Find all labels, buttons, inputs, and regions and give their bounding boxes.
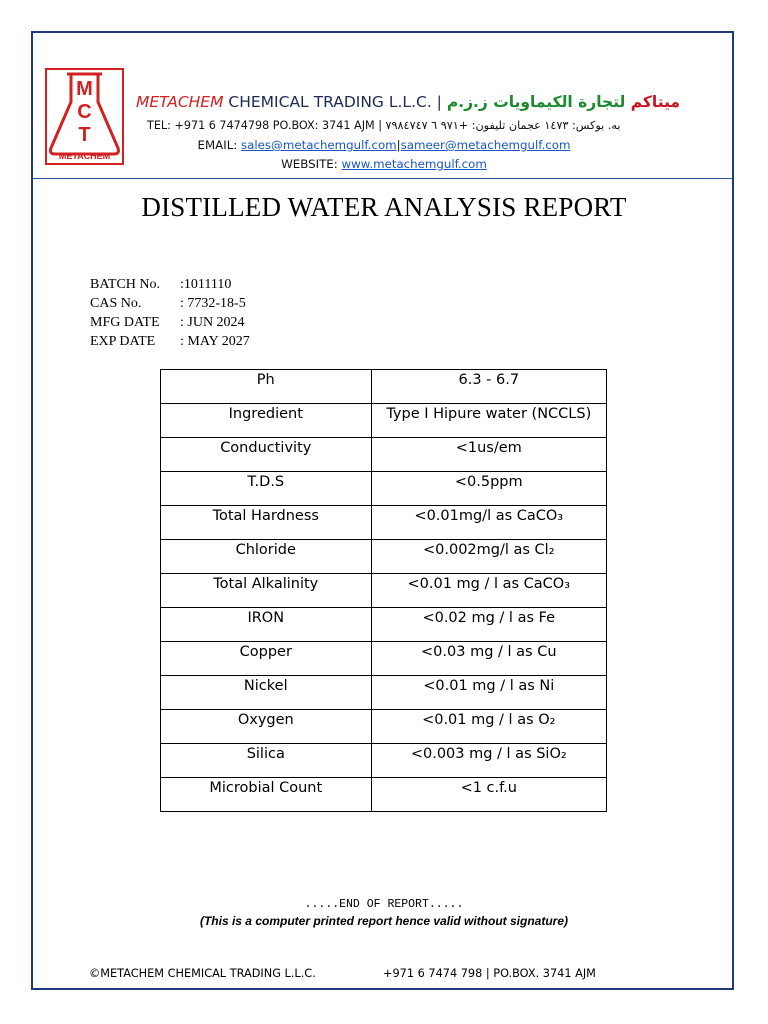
param-cell: Total Hardness bbox=[161, 506, 372, 540]
logo-caption: METACHEM bbox=[58, 151, 111, 161]
table-row bbox=[161, 472, 607, 506]
cas-value: : 7732-18-5 bbox=[180, 296, 246, 311]
company-name-rest: CHEMICAL TRADING L.L.C. | bbox=[223, 93, 447, 111]
email-link-sameer[interactable]: sameer@metachemgulf.com bbox=[400, 138, 571, 152]
param-cell: Total Alkalinity bbox=[161, 574, 372, 608]
param-cell: Silica bbox=[161, 744, 372, 778]
website-line bbox=[0, 157, 768, 171]
value-cell: <0.5ppm bbox=[371, 472, 606, 506]
value-cell: <0.01mg/l as CaCO₃ bbox=[371, 506, 606, 540]
table-row bbox=[161, 642, 607, 676]
value-cell: <0.01 mg / l as O₂ bbox=[371, 710, 606, 744]
cas-label: CAS No. bbox=[90, 296, 142, 311]
logo-letter-c: C bbox=[77, 101, 92, 123]
company-name-chem: CHEM bbox=[177, 93, 224, 111]
batch-info bbox=[90, 275, 250, 351]
company-name bbox=[136, 93, 696, 111]
table-row bbox=[161, 370, 607, 404]
param-cell: Nickel bbox=[161, 676, 372, 710]
value-cell: <0.002mg/l as Cl₂ bbox=[371, 540, 606, 574]
param-cell: Microbial Count bbox=[161, 778, 372, 812]
exp-date-value: : MAY 2027 bbox=[180, 334, 250, 349]
mfg-date-row bbox=[90, 313, 250, 332]
value-cell: <0.003 mg / l as SiO₂ bbox=[371, 744, 606, 778]
footer-contact: +971 6 7474 798 | PO.BOX. 3741 AJM bbox=[383, 967, 596, 980]
table-row bbox=[161, 608, 607, 642]
value-cell: 6.3 - 6.7 bbox=[371, 370, 606, 404]
value-cell: <1 c.f.u bbox=[371, 778, 606, 812]
table-row bbox=[161, 744, 607, 778]
website-label: WEBSITE: bbox=[281, 157, 342, 171]
table-row bbox=[161, 506, 607, 540]
email-line bbox=[0, 138, 768, 152]
report-title: DISTILLED WATER ANALYSIS REPORT bbox=[141, 192, 627, 222]
param-cell: Ph bbox=[161, 370, 372, 404]
param-cell: Copper bbox=[161, 642, 372, 676]
end-of-report: .....END OF REPORT..... bbox=[304, 898, 464, 911]
table-row bbox=[161, 778, 607, 812]
value-cell: <0.01 mg / l as CaCO₃ bbox=[371, 574, 606, 608]
contact-info: TEL: +971 6 7474798 PO.BOX: 3741 AJM | به. بوكس: ١٤٧٣ عجمان تليفون: +٩٧١ ٦ ٧٩٨٤٧٤٧ bbox=[147, 119, 621, 132]
header-divider bbox=[33, 178, 733, 179]
param-cell: Oxygen bbox=[161, 710, 372, 744]
logo-letter-m: M bbox=[76, 78, 93, 100]
mfg-date-value: : JUN 2024 bbox=[180, 315, 245, 330]
cas-row bbox=[90, 294, 250, 313]
company-name-meta: META bbox=[136, 93, 178, 111]
table-row bbox=[161, 540, 607, 574]
mfg-date-label: MFG DATE bbox=[90, 315, 160, 330]
company-name-arabic-green: لتجارة الكيماويات ز.ز.م bbox=[446, 93, 631, 111]
table-row bbox=[161, 438, 607, 472]
param-cell: Conductivity bbox=[161, 438, 372, 472]
value-cell: <0.02 mg / l as Fe bbox=[371, 608, 606, 642]
exp-date-row bbox=[90, 332, 250, 351]
email-separator: | bbox=[396, 138, 401, 152]
company-name-arabic-red: ميتاكم bbox=[630, 93, 680, 111]
analysis-table bbox=[160, 369, 607, 812]
table-row bbox=[161, 676, 607, 710]
exp-date-label: EXP DATE bbox=[90, 334, 156, 349]
param-cell: T.D.S bbox=[161, 472, 372, 506]
footer-copyright: ©METACHEM CHEMICAL TRADING L.L.C. bbox=[89, 967, 316, 980]
website-link[interactable]: www.metachemgulf.com bbox=[341, 157, 487, 171]
email-label: EMAIL: bbox=[197, 138, 241, 152]
logo-letter-t: T bbox=[78, 124, 91, 146]
table-row bbox=[161, 404, 607, 438]
table-row bbox=[161, 574, 607, 608]
value-cell: <0.03 mg / l as Cu bbox=[371, 642, 606, 676]
value-cell: Type I Hipure water (NCCLS) bbox=[371, 404, 606, 438]
batch-row bbox=[90, 275, 250, 294]
batch-value: :1011110 bbox=[180, 277, 232, 292]
signature-disclaimer: (This is a computer printed report hence valid without signature) bbox=[199, 914, 569, 928]
param-cell: Ingredient bbox=[161, 404, 372, 438]
table-row bbox=[161, 710, 607, 744]
value-cell: <1us/em bbox=[371, 438, 606, 472]
value-cell: <0.01 mg / l as Ni bbox=[371, 676, 606, 710]
param-cell: Chloride bbox=[161, 540, 372, 574]
param-cell: IRON bbox=[161, 608, 372, 642]
email-link-sales[interactable]: sales@metachemgulf.com bbox=[241, 138, 397, 152]
batch-label: BATCH No. bbox=[90, 277, 161, 292]
